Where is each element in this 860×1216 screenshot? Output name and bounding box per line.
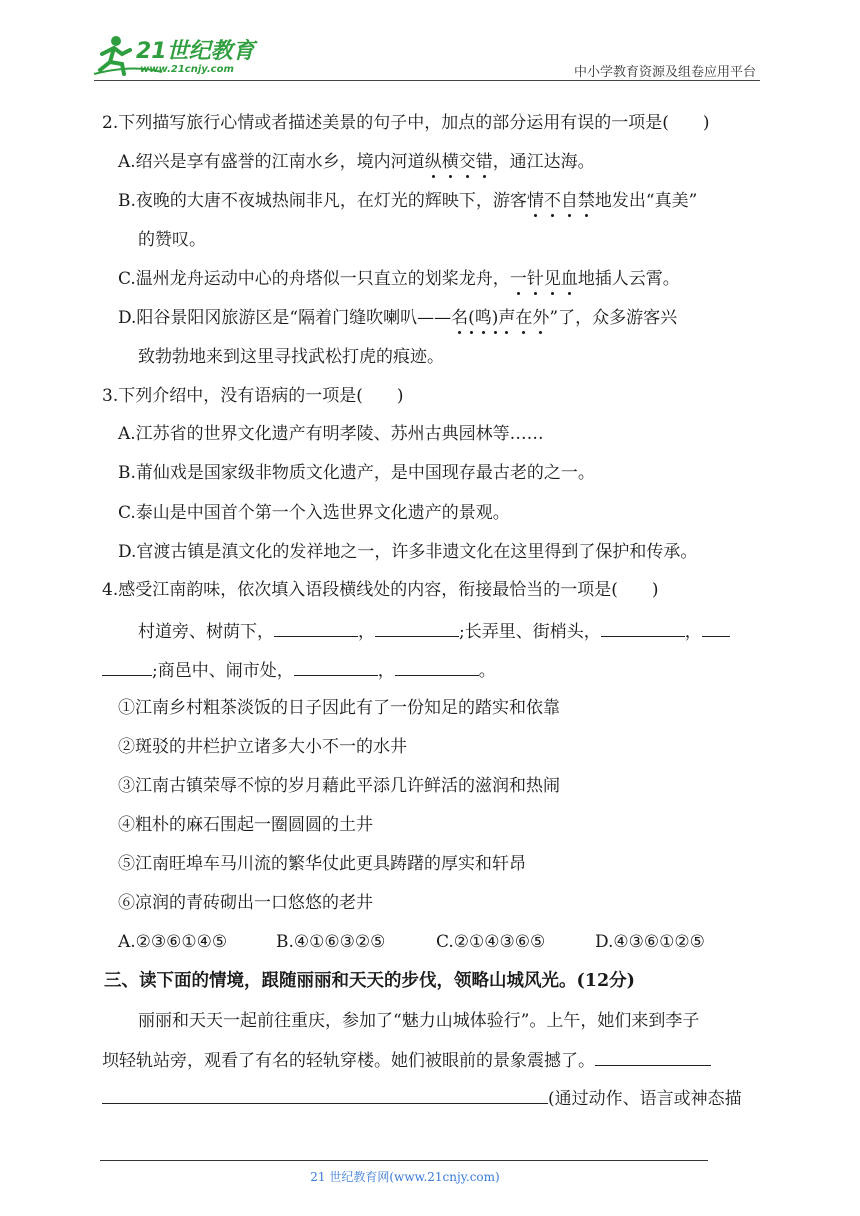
q2-a-dotted <box>425 152 493 172</box>
q2-c-dotted <box>510 269 578 289</box>
platform-name: 中小学教育资源及组卷应用平台 <box>573 65 756 80</box>
answer-blank-1 <box>595 1051 711 1066</box>
q2-d-dotted <box>451 308 549 328</box>
emphasis-char: 鸣 <box>474 308 492 328</box>
emphasis-char: 在 <box>515 308 533 328</box>
emphasis-char: 一 <box>509 269 527 289</box>
q4-option-d: D.④③⑥①②⑤ <box>595 932 705 952</box>
q3-option-c: C.泰山是中国首个第一个入选世界文化遗产的景观。 <box>118 503 510 523</box>
q3-option-a: A.江苏省的世界文化遗产有明孝陵、苏州古典园林等…… <box>118 424 544 444</box>
emphasis-char: 名 <box>451 308 469 328</box>
emphasis-char: 血 <box>560 269 578 289</box>
emphasis-char: 禁 <box>577 191 595 211</box>
emphasis-char: 纵 <box>424 152 442 172</box>
q3-option-d: D.官渡古镇是滇文化的发祥地之一，许多非遗文化在这里得到了保护和传承。 <box>118 542 698 562</box>
blank-3 <box>601 622 685 637</box>
q4-option-c: C.②①④③⑥⑤ <box>436 932 546 952</box>
q4-item-1: ①江南乡村粗茶淡饭的日子因此有了一份知足的踏实和依靠 <box>118 698 560 718</box>
blank-4-start <box>702 622 730 637</box>
q4-stem: 4.感受江南韵味，依次填入语段横线处的内容，衔接最恰当的一项是( ) <box>102 580 659 600</box>
q3-option-b: B.莆仙戏是国家级非物质文化遗产，是中国现存最古老的之一。 <box>118 463 595 483</box>
q2-option-b: B.夜晚的大唐不夜城热闹非凡，在灯光的辉映下，游客情不自禁地发出“真美” <box>118 191 698 211</box>
q4-item-6: ⑥凉润的青砖砌出一口悠悠的老井 <box>118 893 373 913</box>
footer-text: 21 世纪教育网(www.21cnjy.com) <box>310 1170 500 1184</box>
q4-item-2: ②斑驳的井栏护立诸多大小不一的水井 <box>118 737 407 757</box>
q4-option-a: A.②③⑥①④⑤ <box>118 932 228 952</box>
q2-option-b-cont: 的赞叹。 <box>138 230 206 250</box>
section-3-para-line3: (通过动作、语言或神态描 <box>102 1089 742 1108</box>
emphasis-char: 不 <box>543 191 561 211</box>
emphasis-char: ) <box>491 308 499 328</box>
section-3-para-line1: 丽丽和天天一起前往重庆，参加了“魅力山城体验行”。上午，她们来到李子 <box>138 1011 700 1031</box>
q3-stem: 3.下列介绍中，没有语病的一项是( ) <box>102 386 404 406</box>
emphasis-char: 声 <box>498 308 516 328</box>
q4-item-5: ⑤江南旺埠车马川流的繁华仗此更具踌躇的厚实和轩昂 <box>118 854 526 874</box>
q2-b-dotted <box>527 191 595 211</box>
emphasis-char: 横 <box>441 152 459 172</box>
svg-text:www.21cnjy.com: www.21cnjy.com <box>140 64 234 75</box>
blank-6 <box>395 661 479 676</box>
q2-option-c: C.温州龙舟运动中心的舟塔似一只直立的划桨龙舟，一针见血地插人云霄。 <box>118 269 680 289</box>
svg-text:21世纪教育: 21世纪教育 <box>136 39 255 64</box>
emphasis-char: 情 <box>526 191 544 211</box>
emphasis-char: 针 <box>526 269 544 289</box>
q2-stem: 2.下列描写旅行心情或者描述美景的句子中，加点的部分运用有误的一项是( ) <box>102 113 710 133</box>
q4-option-b: B.④①⑥③②⑤ <box>276 932 386 952</box>
section-3-title: 三、读下面的情境，跟随丽丽和天天的步伐，领略山城风光。(12分) <box>104 971 635 991</box>
blank-5 <box>294 661 378 676</box>
q4-passage-line1: 村道旁、树荫下， ， ;长弄里、街梢头， ， <box>138 622 730 641</box>
q4-passage-line2: ;商邑中、闹市处， ， 。 <box>102 661 496 680</box>
answer-blank-2 <box>102 1089 548 1104</box>
emphasis-char: 自 <box>560 191 578 211</box>
footer-divider <box>100 1160 708 1161</box>
page-header <box>0 0 860 82</box>
emphasis-char: ( <box>468 308 475 328</box>
emphasis-char: 见 <box>543 269 561 289</box>
emphasis-char: 外 <box>532 308 550 328</box>
q2-option-d-cont: 致勃勃地来到这里寻找武松打虎的痕迹。 <box>138 347 444 367</box>
q2-option-a: A.绍兴是享有盛誉的江南水乡，境内河道纵横交错，通江达海。 <box>118 152 595 172</box>
blank-1 <box>274 622 358 637</box>
header-divider <box>94 80 760 81</box>
emphasis-char: 交 <box>458 152 476 172</box>
runner-logo-icon <box>92 34 262 78</box>
q4-item-4: ④粗朴的麻石围起一圈圆圆的土井 <box>118 815 373 835</box>
blank-2 <box>375 622 459 637</box>
q2-option-d: D.阳谷景阳冈旅游区是“隔着门缝吹喇叭——名(鸣)声在外”了，众多游客兴 <box>118 308 678 328</box>
blank-4-end <box>102 661 152 676</box>
emphasis-char: 错 <box>475 152 493 172</box>
section-3-para-line2: 坝轻轨站旁，观看了有名的轻轨穿楼。她们被眼前的景象震撼了。 <box>102 1051 711 1070</box>
q4-item-3: ③江南古镇荣辱不惊的岁月藉此平添几许鲜活的滋润和热闹 <box>118 776 560 796</box>
site-logo <box>92 34 262 78</box>
